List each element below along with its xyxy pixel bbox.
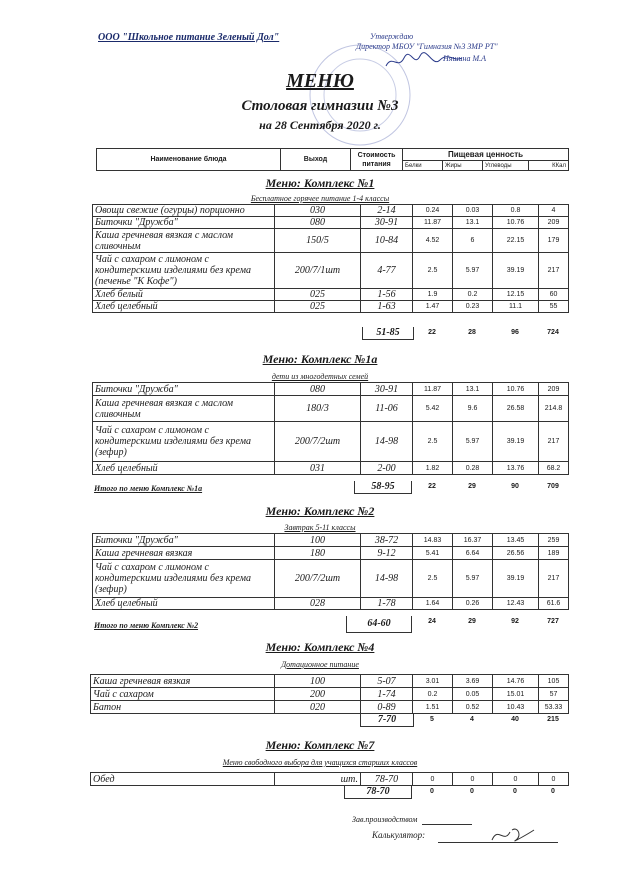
dish-price: 5-07 [361,675,413,688]
dish-carbs: 13.45 [493,534,539,547]
dish-output: 200/7/1шт [275,253,361,289]
dish-carbs: 12.43 [493,598,539,610]
dish-price: 1-56 [361,289,413,301]
dish-carbs: 22.15 [493,229,539,253]
dish-name: Хлеб целебный [93,598,275,610]
dish-name: Чай с сахаром [91,688,275,701]
section-title: Меню: Комплекс №4 [265,640,375,654]
dish-fat: 0.05 [453,688,493,701]
dish-protein: 4.52 [413,229,453,253]
dish-output: 028 [275,598,361,610]
dish-output: шт. [275,773,361,786]
dish-kcal: 217 [539,422,569,462]
dish-name: Хлеб целебный [93,301,275,313]
table-row [93,205,569,217]
dish-kcal: 214.8 [539,396,569,422]
section-subtitle: Бесплатное горячее питание 1-4 классы [250,194,390,203]
total-price: 64-60 [346,616,412,633]
dish-output: 200/7/2шт [275,560,361,598]
total-price: 78-70 [344,786,412,799]
section-title: Меню: Комплекс №7 [265,738,375,752]
table-row [93,289,569,301]
table-row [93,462,569,475]
dish-output: 080 [275,383,361,396]
column-nutrition: Пищевая ценность [403,149,569,161]
dish-carbs: 39.19 [493,253,539,289]
menu-table [92,382,569,475]
dish-name: Чай с сахаром с лимоном с кондитерскими изделиями без крема (печенье "К Кофе") [93,253,275,289]
dish-kcal: 53.33 [539,701,569,714]
column-kcal: ККал [529,161,569,171]
approve-label: Утверждаю [370,32,414,41]
dish-kcal: 105 [539,675,569,688]
dish-fat: 0.23 [453,301,493,313]
total-fat: 29 [468,618,476,625]
dish-price: 14-98 [361,560,413,598]
dish-name: Хлеб белый [93,289,275,301]
section-subtitle: Меню свободного выбора для учащихся старших классов [222,758,418,767]
menu-table [92,533,569,610]
dish-output: 200 [275,688,361,701]
column-output: Выход [281,149,351,171]
dish-output: 020 [275,701,361,714]
dish-carbs: 11.1 [493,301,539,313]
dish-price: 78-70 [361,773,413,786]
dish-carbs: 39.19 [493,422,539,462]
dish-protein: 14.83 [413,534,453,547]
dish-kcal: 55 [539,301,569,313]
total-protein: 22 [428,329,436,336]
dish-fat: 6.64 [453,547,493,560]
table-row [91,701,569,714]
calculator-signature [488,824,538,846]
dish-fat: 13.1 [453,217,493,229]
dish-carbs: 39.19 [493,560,539,598]
dish-carbs: 13.76 [493,462,539,475]
dish-price: 1-78 [361,598,413,610]
director-title: Директор МБОУ "Гимназия №3 ЗМР РТ" [356,42,498,51]
dish-protein: 1.82 [413,462,453,475]
page-subtitle: Столовая гимназии №3 [241,98,399,114]
dish-kcal: 217 [539,253,569,289]
dish-price: 30-91 [361,383,413,396]
menu-table [90,772,569,786]
column-protein: Белки [403,161,443,171]
total-kcal: 709 [547,483,559,490]
section-subtitle: Завтрак 5-11 классы [284,523,356,532]
dish-price: 10-84 [361,229,413,253]
dish-fat: 0.03 [453,205,493,217]
table-row [93,560,569,598]
dish-fat: 0 [453,773,493,786]
dish-price: 4-77 [361,253,413,289]
dish-protein: 0.2 [413,688,453,701]
dish-protein: 0 [413,773,453,786]
dish-fat: 0.52 [453,701,493,714]
dish-fat: 9.6 [453,396,493,422]
director-name: Няшина М.А [443,54,487,63]
total-kcal: 724 [547,329,559,336]
total-carbs: 90 [511,483,519,490]
dish-fat: 16.37 [453,534,493,547]
table-row [93,422,569,462]
menu-table [90,674,569,714]
dish-name: Биточки "Дружба" [93,217,275,229]
dish-price: 11-06 [361,396,413,422]
dish-carbs: 26.58 [493,396,539,422]
total-price: 58-95 [354,481,412,494]
dish-carbs: 12.15 [493,289,539,301]
dish-fat: 3.69 [453,675,493,688]
dish-price: 0-89 [361,701,413,714]
dish-name: Чай с сахаром с лимоном с кондитерскими изделиями без крема (зефир) [93,560,275,598]
organization-name: ООО "Школьное питание Зеленый Дол" [98,32,280,43]
dish-output: 025 [275,301,361,313]
total-carbs: 96 [511,329,519,336]
page-title: МЕНЮ [286,70,354,92]
total-fat: 29 [468,483,476,490]
dish-protein: 2.5 [413,422,453,462]
table-row [91,688,569,701]
section-title: Меню: Комплекс №1а [262,352,378,366]
dish-protein: 1.64 [413,598,453,610]
school-stamp [300,40,420,150]
dish-output: 180/3 [275,396,361,422]
dish-carbs: 0.8 [493,205,539,217]
total-kcal: 215 [547,716,559,723]
dish-carbs: 10.76 [493,217,539,229]
dish-carbs: 26.56 [493,547,539,560]
dish-kcal: 259 [539,534,569,547]
dish-kcal: 179 [539,229,569,253]
total-protein: 0 [430,788,434,795]
dish-protein: 1.51 [413,701,453,714]
dish-output: 030 [275,205,361,217]
total-protein: 5 [430,716,434,723]
producer-label: Зав.производством [352,815,418,824]
dish-name: Хлеб целебный [93,462,275,475]
dish-carbs: 0 [493,773,539,786]
dish-kcal: 189 [539,547,569,560]
dish-price: 1-74 [361,688,413,701]
total-carbs: 0 [513,788,517,795]
dish-protein: 2.5 [413,253,453,289]
table-row [93,217,569,229]
dish-fat: 13.1 [453,383,493,396]
table-row [93,229,569,253]
dish-protein: 0.24 [413,205,453,217]
dish-fat: 0.26 [453,598,493,610]
dish-kcal: 68.2 [539,462,569,475]
dish-protein: 1.47 [413,301,453,313]
table-row [93,547,569,560]
total-carbs: 92 [511,618,519,625]
section-title: Меню: Комплекс №2 [265,504,375,518]
total-price: 7-70 [360,714,414,727]
dish-name: Каша гречневая вязкая [91,675,275,688]
dish-price: 2-14 [361,205,413,217]
dish-name: Каша гречневая вязкая с маслом сливочным [93,396,275,422]
dish-output: 031 [275,462,361,475]
section-subtitle: Дотационное питание [281,660,359,669]
total-fat: 28 [468,329,476,336]
dish-carbs: 15.01 [493,688,539,701]
dish-name: Овощи свежие (огурцы) порционно [93,205,275,217]
dish-protein: 5.42 [413,396,453,422]
dish-kcal: 209 [539,383,569,396]
dish-protein: 5.41 [413,547,453,560]
dish-fat: 5.97 [453,422,493,462]
table-row [93,396,569,422]
section-title: Меню: Комплекс №1 [265,176,375,190]
dish-output: 180 [275,547,361,560]
dish-name: Батон [91,701,275,714]
dish-kcal: 0 [539,773,569,786]
dish-output: 025 [275,289,361,301]
total-protein: 24 [428,618,436,625]
dish-protein: 2.5 [413,560,453,598]
dish-carbs: 10.76 [493,383,539,396]
total-carbs: 40 [511,716,519,723]
dish-name: Каша гречневая вязкая с маслом сливочным [93,229,275,253]
menu-table [92,204,569,313]
dish-kcal: 57 [539,688,569,701]
dish-protein: 11.87 [413,383,453,396]
total-kcal: 0 [551,788,555,795]
dish-kcal: 4 [539,205,569,217]
table-row [93,253,569,289]
column-price: Стоимость питания [351,149,403,171]
dish-kcal: 217 [539,560,569,598]
total-protein: 22 [428,483,436,490]
dish-price: 30-91 [361,217,413,229]
dish-protein: 11.87 [413,217,453,229]
table-row [91,773,569,786]
dish-fat: 0.28 [453,462,493,475]
total-fat: 4 [470,716,474,723]
calculator-label: Калькулятор: [372,830,426,840]
total-price: 51-85 [362,327,414,340]
dish-price: 14-98 [361,422,413,462]
dish-output: 100 [275,675,361,688]
dish-name: Каша гречневая вязкая [93,547,275,560]
dish-name: Обед [91,773,275,786]
table-row [93,301,569,313]
dish-output: 200/7/2шт [275,422,361,462]
dish-kcal: 209 [539,217,569,229]
dish-kcal: 60 [539,289,569,301]
total-kcal: 727 [547,618,559,625]
producer-signature-line [422,824,472,825]
section-subtitle: дети из многодетных семей [271,372,369,381]
section-total-label: Итого по меню Комплекс №2 [94,621,199,630]
dish-price: 9-12 [361,547,413,560]
dish-name: Чай с сахаром с лимоном с кондитерскими изделиями без крема (зефир) [93,422,275,462]
dish-fat: 6 [453,229,493,253]
dish-fat: 5.97 [453,560,493,598]
dish-fat: 0.2 [453,289,493,301]
dish-protein: 1.9 [413,289,453,301]
dish-price: 1-63 [361,301,413,313]
column-header-table [96,148,569,171]
dish-name: Биточки "Дружба" [93,383,275,396]
menu-date: на 28 Сентября 2020 г. [259,118,381,132]
dish-carbs: 14.76 [493,675,539,688]
column-fat: Жиры [443,161,483,171]
section-total-label: Итого по меню Комплекс №1а [94,484,203,493]
table-row [91,675,569,688]
dish-protein: 3.01 [413,675,453,688]
dish-output: 150/5 [275,229,361,253]
column-name: Наименование блюда [97,149,281,171]
dish-kcal: 61.6 [539,598,569,610]
table-row [93,383,569,396]
dish-price: 38-72 [361,534,413,547]
table-row [93,534,569,547]
column-carbs: Углеводы [483,161,529,171]
total-fat: 0 [470,788,474,795]
dish-carbs: 10.43 [493,701,539,714]
dish-price: 2-00 [361,462,413,475]
dish-output: 100 [275,534,361,547]
dish-fat: 5.97 [453,253,493,289]
table-row [93,598,569,610]
dish-output: 080 [275,217,361,229]
dish-name: Биточки "Дружба" [93,534,275,547]
